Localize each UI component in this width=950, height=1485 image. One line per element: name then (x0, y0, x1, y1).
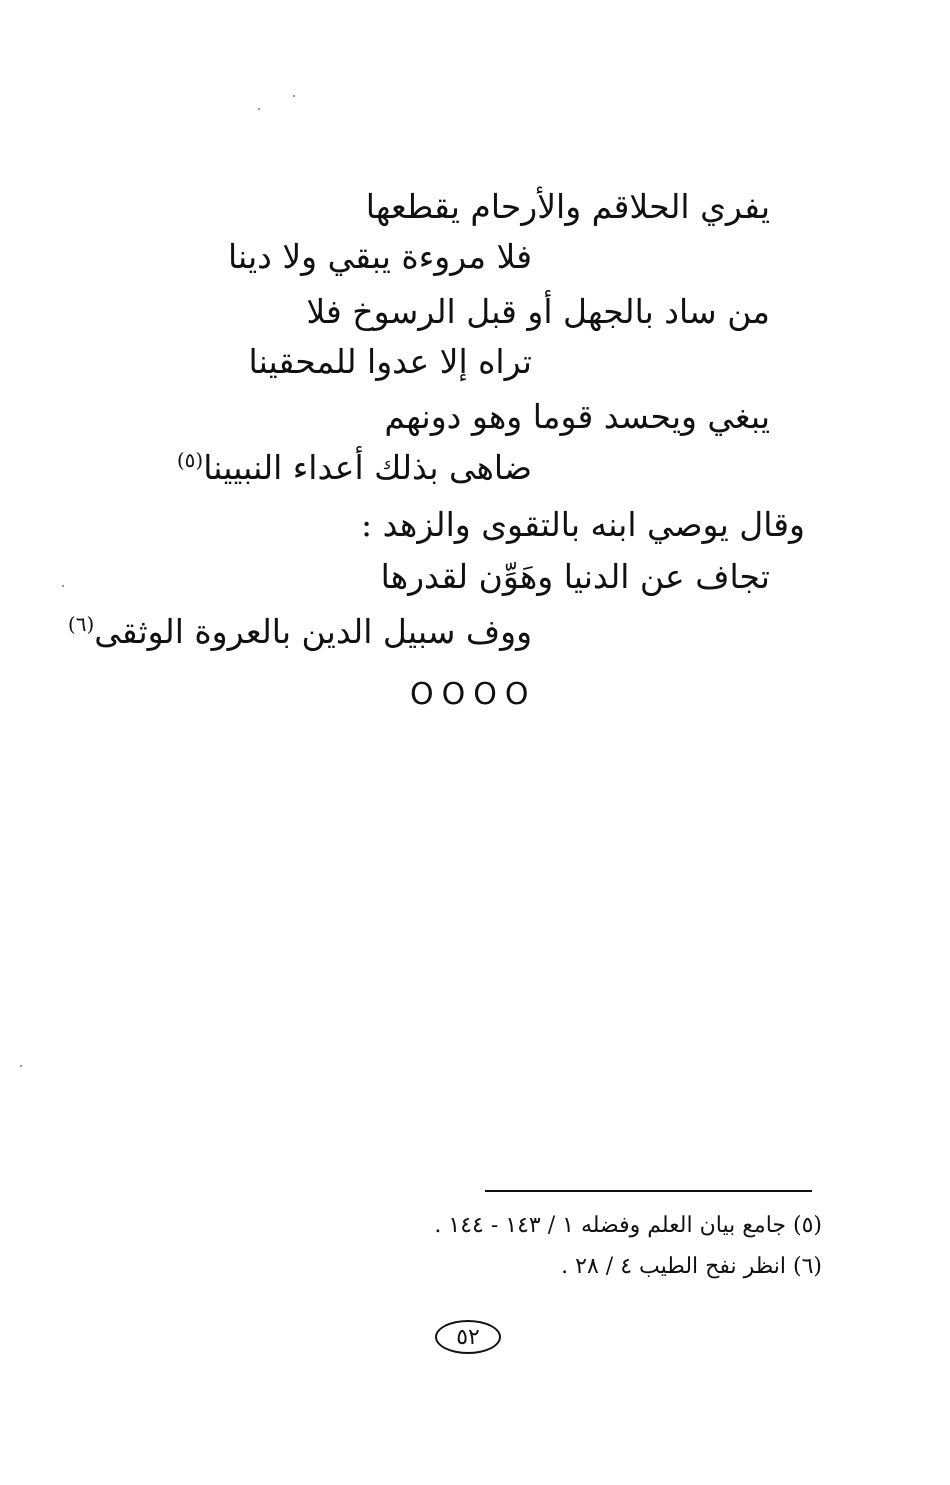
scan-speck (20, 1065, 22, 1067)
footnote-ref-6: (٦) (67, 612, 95, 636)
footnote-5: (٥) جامع بيان العلم وفضله ١ / ١٤٣ - ١٤٤ . (434, 1213, 822, 1238)
section-separator: OOOO (410, 677, 537, 712)
footnote-6: (٦) انظر نفح الطيب ٤ / ٢٨ . (561, 1254, 822, 1279)
verse-line-3-first-hemistich: يبغي ويحسد قوما وهو دونهم (384, 397, 770, 436)
page-number-text: ٥٢ (456, 1324, 480, 1350)
verse-line-2-first-hemistich: من ساد بالجهل أو قبل الرسوخ فلا (306, 292, 770, 331)
verse-line-3-text: ضاهى بذلك أعداء النبيينا (203, 448, 532, 487)
verse-2-second-hemistich (67, 612, 532, 651)
verse-line-3-second-hemistich (176, 448, 532, 487)
verse-2-text: ووف سبيل الدين بالعروة الوثقى (94, 612, 532, 651)
verse-2-first-hemistich: تجاف عن الدنيا وهَوِّن لقدرها (380, 557, 770, 596)
scan-speck (258, 108, 260, 110)
verse-line-1-second-hemistich: فلا مروءة يبقي ولا دينا (227, 237, 532, 276)
footnote-divider (485, 1190, 812, 1192)
footnote-ref-5: (٥) (176, 448, 204, 472)
scan-speck (62, 585, 64, 587)
verse-line-1-first-hemistich: يفري الحلاقم والأرحام يقطعها (365, 187, 770, 226)
prose-intro: وقال يوصي ابنه بالتقوى والزهد : (361, 505, 805, 544)
verse-line-2-second-hemistich: تراه إلا عدوا للمحقينا (248, 342, 532, 381)
scan-speck (293, 95, 295, 97)
page-number (435, 1320, 501, 1354)
